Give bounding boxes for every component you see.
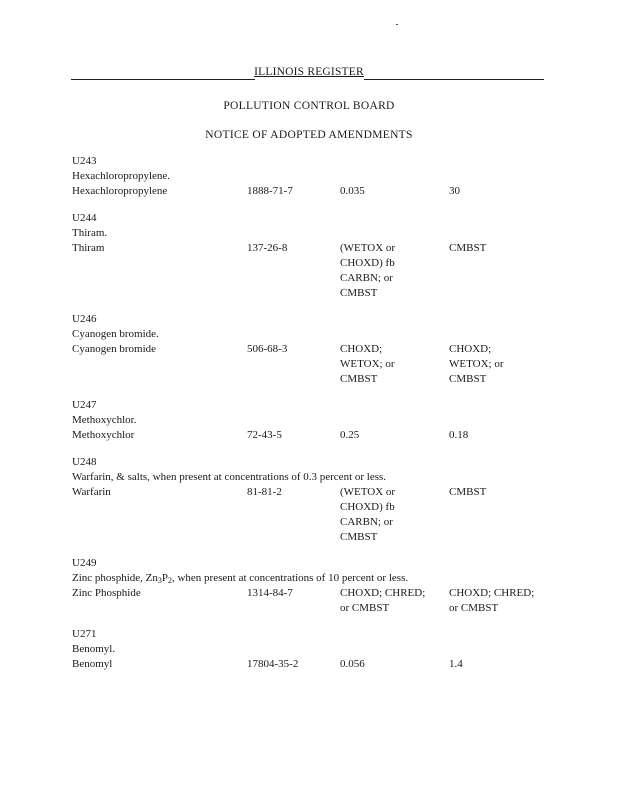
waste-entry-u249 — [72, 556, 572, 616]
standard-line: CMBST — [449, 373, 487, 385]
cas-number: 72-43-5 — [247, 429, 282, 441]
nonwastewater-standard — [449, 586, 534, 616]
standard-line: WETOX; or — [449, 358, 504, 370]
waste-description: Methoxychlor. — [72, 414, 137, 426]
nonwastewater-standard — [449, 428, 468, 443]
standard-line: 0.18 — [449, 429, 469, 441]
standard-line: 1.4 — [449, 658, 463, 670]
standard-line: CMBST — [449, 242, 487, 254]
header-rule-right — [364, 79, 544, 80]
wastewater-standard — [340, 241, 395, 301]
nonwastewater-standard — [449, 485, 486, 500]
waste-code: U249 — [72, 557, 97, 569]
nonwastewater-standard — [449, 657, 463, 672]
constituent-row — [72, 342, 572, 387]
standard-line: CHOXD; — [340, 343, 383, 355]
constituent-row — [72, 485, 572, 545]
standard-line: 30 — [449, 185, 460, 197]
waste-code: U248 — [72, 456, 97, 468]
standard-line: WETOX; or — [340, 358, 395, 370]
description-text: , when present at concentrations of 10 percent or less. — [171, 572, 409, 584]
standard-line: CARBN; or — [340, 516, 393, 528]
waste-code: U271 — [72, 628, 97, 640]
constituent-name: Warfarin — [72, 486, 111, 498]
wastewater-standard — [340, 485, 395, 545]
standard-line: CHOXD; — [449, 343, 492, 355]
standard-line: CMBST — [340, 287, 378, 299]
waste-entry-u247 — [72, 398, 572, 443]
nonwastewater-standard — [449, 184, 460, 199]
wastewater-standard — [340, 342, 394, 387]
notice-title: NOTICE OF ADOPTED AMENDMENTS — [205, 129, 413, 141]
constituent-name: Methoxychlor — [72, 429, 135, 441]
standard-line: 0.035 — [340, 185, 365, 197]
constituent-name: Benomyl — [72, 658, 113, 670]
waste-description: Hexachloropropylene. — [72, 170, 171, 182]
header-rule-left — [71, 79, 255, 80]
standard-line: 0.25 — [340, 429, 360, 441]
standard-line: CMBST — [340, 531, 378, 543]
cas-number: 1888-71-7 — [247, 185, 293, 197]
standard-line: CHOXD) fb — [340, 501, 395, 513]
board-title: POLLUTION CONTROL BOARD — [223, 100, 395, 112]
constituent-row — [72, 586, 572, 616]
standard-line: CARBN; or — [340, 272, 393, 284]
standard-line: CMBST — [340, 373, 378, 385]
nonwastewater-standard — [449, 241, 486, 256]
standard-line: (WETOX or — [340, 486, 396, 498]
standard-line: or CMBST — [449, 602, 499, 614]
constituent-name: Zinc Phosphide — [72, 587, 141, 599]
constituent-row — [72, 657, 572, 672]
waste-entry-u246 — [72, 312, 572, 387]
nonwastewater-standard — [449, 342, 503, 387]
wastewater-standard — [340, 586, 425, 616]
constituent-name: Cyanogen bromide — [72, 343, 157, 355]
cas-number: 1314-84-7 — [247, 587, 293, 599]
cas-number: 506-68-3 — [247, 343, 288, 355]
waste-code: U243 — [72, 155, 97, 167]
constituent-name: Thiram — [72, 242, 105, 254]
standard-line: CHOXD) fb — [340, 257, 395, 269]
cas-number: 81-81-2 — [247, 486, 282, 498]
waste-description: Warfarin, & salts, when present at concentrations of 0.3 percent or less. — [72, 471, 387, 483]
standard-line: 0.056 — [340, 658, 365, 670]
standard-line: (WETOX or — [340, 242, 396, 254]
standard-line: CMBST — [449, 486, 487, 498]
constituent-row — [72, 241, 572, 301]
cas-number: 137-26-8 — [247, 242, 288, 254]
subscript: 3 — [157, 576, 162, 585]
waste-code: U244 — [72, 212, 97, 224]
waste-description: Cyanogen bromide. — [72, 328, 159, 340]
waste-entry-u243 — [72, 154, 572, 199]
wastewater-standard — [340, 657, 365, 672]
waste-description: Benomyl. — [72, 643, 116, 655]
constituent-name: Hexachloropropylene — [72, 185, 168, 197]
description-text: P — [161, 572, 168, 584]
cas-number: 17804-35-2 — [247, 658, 299, 670]
register-title: ILLINOIS REGISTER — [254, 66, 364, 78]
waste-description: Thiram. — [72, 227, 108, 239]
waste-code: U246 — [72, 313, 97, 325]
subscript: 2 — [167, 576, 172, 585]
constituent-row — [72, 184, 572, 199]
wastewater-standard — [340, 428, 359, 443]
wastewater-standard — [340, 184, 365, 199]
standard-line: CHOXD; CHRED; — [340, 587, 426, 599]
scan-speck — [396, 24, 398, 25]
waste-entry-u244 — [72, 211, 572, 301]
standard-line: or CMBST — [340, 602, 390, 614]
waste-code: U247 — [72, 399, 97, 411]
waste-entry-u271 — [72, 627, 572, 672]
waste-entry-u248 — [72, 455, 572, 545]
description-text: Zinc phosphide, Zn — [72, 572, 158, 584]
waste-description — [72, 571, 572, 586]
constituent-row — [72, 428, 572, 443]
standard-line: CHOXD; CHRED; — [449, 587, 535, 599]
